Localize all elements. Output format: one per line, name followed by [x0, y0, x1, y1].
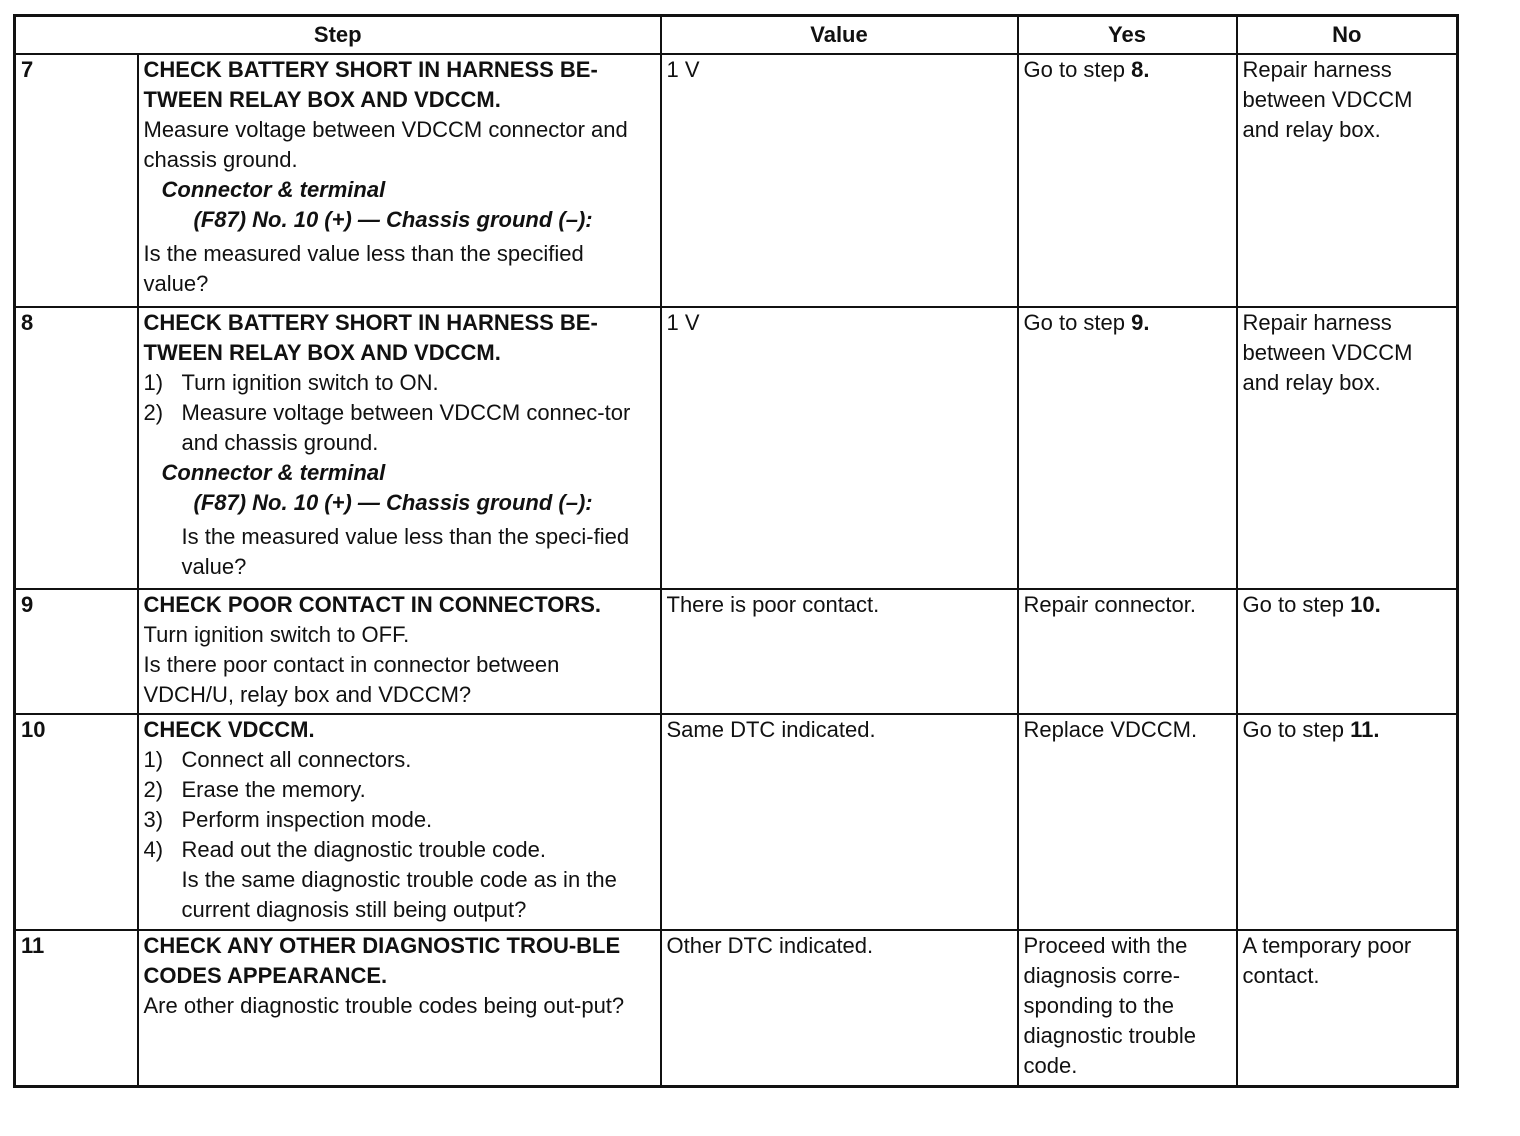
list-item [144, 368, 655, 398]
list-item-text: Read out the diagnostic trouble code. [181, 837, 546, 862]
list-item-number: 1) [143, 747, 164, 772]
yes-cell: Replace VDCCM. [1018, 714, 1237, 930]
yes-prefix: Go to step [1023, 57, 1132, 82]
list-item-number: 4) [143, 837, 164, 862]
yes-cell [1018, 307, 1237, 589]
step-title: CHECK BATTERY SHORT IN HARNESS BE-TWEEN RELAY BOX AND VDCCM. [143, 57, 598, 112]
step-instruction: Measure voltage between VDCCM connector and chassis ground. [143, 117, 628, 172]
step-number: 7 [15, 54, 138, 307]
step-title: CHECK POOR CONTACT IN CONNECTORS. [143, 592, 602, 617]
step-question: Is there poor contact in connector between VDCH/U, relay box and VDCCM? [143, 652, 560, 707]
step-question: Is the measured value less than the speci-fied value? [181, 524, 630, 579]
list-item [144, 398, 655, 458]
list-item-text: Perform inspection mode. [181, 807, 433, 832]
table-row [15, 930, 1458, 1086]
step-number: 8 [15, 307, 138, 589]
list-item [144, 745, 655, 775]
step-title: CHECK VDCCM. [143, 717, 315, 742]
list-item-text: Measure voltage between VDCCM connec-tor and chassis ground. [181, 400, 631, 455]
yes-cell [1018, 54, 1237, 307]
no-cell: A temporary poor contact. [1237, 930, 1458, 1086]
table-row [15, 714, 1458, 930]
step-description [138, 54, 661, 307]
value-cell: There is poor contact. [661, 589, 1018, 714]
no-cell [1237, 589, 1458, 714]
step-title: CHECK BATTERY SHORT IN HARNESS BE-TWEEN RELAY BOX AND VDCCM. [143, 310, 598, 365]
step-title: CHECK ANY OTHER DIAGNOSTIC TROU-BLE CODES APPEARANCE. [143, 933, 621, 988]
no-step: 11. [1350, 717, 1380, 742]
connector-label: Connector & terminal [161, 177, 386, 202]
step-number: 10 [15, 714, 138, 930]
step-instruction: Turn ignition switch to OFF. [143, 622, 410, 647]
table-row [15, 307, 1458, 589]
list-item [144, 805, 655, 835]
no-step: 10. [1350, 592, 1381, 617]
list-item-text: Turn ignition switch to ON. [181, 370, 439, 395]
no-cell: Repair harness between VDCCM and relay box. [1237, 54, 1458, 307]
list-item-text: Erase the memory. [181, 777, 366, 802]
table-row [15, 589, 1458, 714]
yes-cell: Repair connector. [1018, 589, 1237, 714]
connector-value: (F87) No. 10 (+) — Chassis ground (–): [193, 207, 593, 232]
step-number: 9 [15, 589, 138, 714]
step-question: Is the same diagnostic trouble code as in the current diagnosis still being output? [181, 867, 617, 922]
no-prefix: Go to step [1242, 717, 1351, 742]
step-question: Is the measured value less than the specified value? [143, 241, 584, 296]
value-cell: 1 V [661, 307, 1018, 589]
list-item-number: 1) [143, 370, 164, 395]
yes-step: 9. [1131, 310, 1150, 335]
step-description [138, 714, 661, 930]
step-description [138, 589, 661, 714]
list-item-number: 2) [143, 400, 164, 425]
table-row [15, 54, 1458, 307]
connector-value: (F87) No. 10 (+) — Chassis ground (–): [193, 490, 593, 515]
list-item-number: 3) [143, 807, 164, 832]
header-value: Value [661, 16, 1018, 55]
table-header-row [15, 16, 1458, 55]
list-item [144, 775, 655, 805]
yes-step: 8. [1131, 57, 1150, 82]
yes-cell: Proceed with the diagnosis corre-sponding to the diagnostic trouble code. [1018, 930, 1237, 1086]
list-item-text: Connect all connectors. [181, 747, 412, 772]
step-description [138, 930, 661, 1086]
step-number: 11 [15, 930, 138, 1086]
value-cell: Other DTC indicated. [661, 930, 1018, 1086]
value-cell: Same DTC indicated. [661, 714, 1018, 930]
step-description [138, 307, 661, 589]
yes-prefix: Go to step [1023, 310, 1132, 335]
header-no: No [1237, 16, 1458, 55]
no-cell [1237, 714, 1458, 930]
header-yes: Yes [1018, 16, 1237, 55]
no-prefix: Go to step [1242, 592, 1351, 617]
connector-label: Connector & terminal [161, 460, 386, 485]
step-question: Are other diagnostic trouble codes being out-put? [143, 993, 625, 1018]
value-cell: 1 V [661, 54, 1018, 307]
list-item [144, 835, 655, 865]
list-item-number: 2) [143, 777, 164, 802]
header-step: Step [15, 16, 661, 55]
diagnostic-table [13, 14, 1459, 1088]
no-cell: Repair harness between VDCCM and relay box. [1237, 307, 1458, 589]
